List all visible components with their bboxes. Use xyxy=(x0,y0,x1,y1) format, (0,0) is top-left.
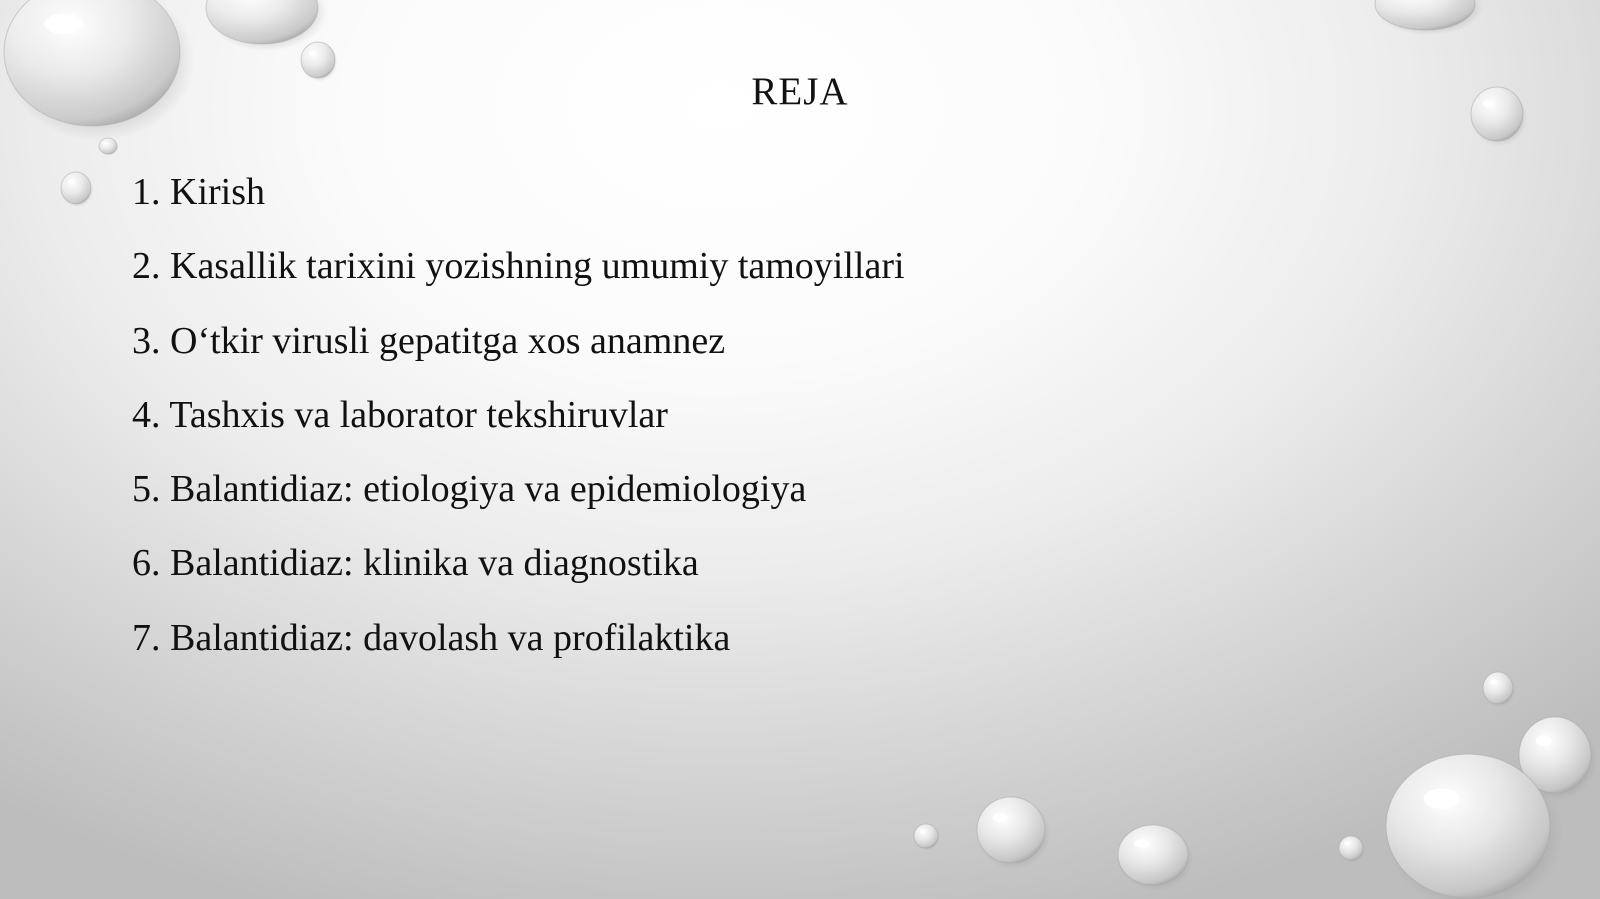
water-droplet xyxy=(99,138,117,154)
water-droplet-highlight xyxy=(993,813,1008,822)
water-droplet-highlight xyxy=(103,141,107,144)
plan-list xyxy=(132,168,905,688)
water-droplet-highlight xyxy=(68,180,75,184)
water-droplet-highlight xyxy=(1536,735,1552,746)
water-droplet-highlight xyxy=(1134,839,1149,847)
water-droplet xyxy=(977,797,1045,863)
water-droplet xyxy=(1118,825,1188,885)
water-droplet-highlight xyxy=(309,51,316,56)
water-droplet xyxy=(1339,836,1363,860)
water-droplet-highlight xyxy=(44,14,83,35)
plan-item-4: 4. Tashxis va laborator tekshiruvlar xyxy=(132,393,668,436)
plan-item-3: 3. O‘tkir virusli gepatitga xos anamnez xyxy=(132,319,726,362)
water-droplet xyxy=(1386,754,1550,898)
water-droplet xyxy=(1483,672,1513,704)
plan-item-5: 5. Balantidiaz: etiologiya va epidemiologiya xyxy=(132,468,807,511)
plan-item-7: 7. Balantidiaz: davolash va profilaktika xyxy=(132,616,731,659)
plan-item-1: 1. Kirish xyxy=(132,171,265,213)
water-droplet-highlight xyxy=(920,830,925,833)
water-droplet-highlight xyxy=(1424,789,1460,809)
water-droplet-highlight xyxy=(1490,680,1497,684)
plan-item-6: 6. Balantidiaz: klinika va diagnostika xyxy=(132,542,699,585)
water-droplet xyxy=(61,172,91,204)
water-droplet xyxy=(914,824,938,848)
slide-title: REJA xyxy=(751,70,849,113)
plan-item-2: 2. Kasallik tarixini yozishning umumiy tamoyillari xyxy=(132,245,905,288)
water-droplet-highlight xyxy=(1345,842,1350,845)
